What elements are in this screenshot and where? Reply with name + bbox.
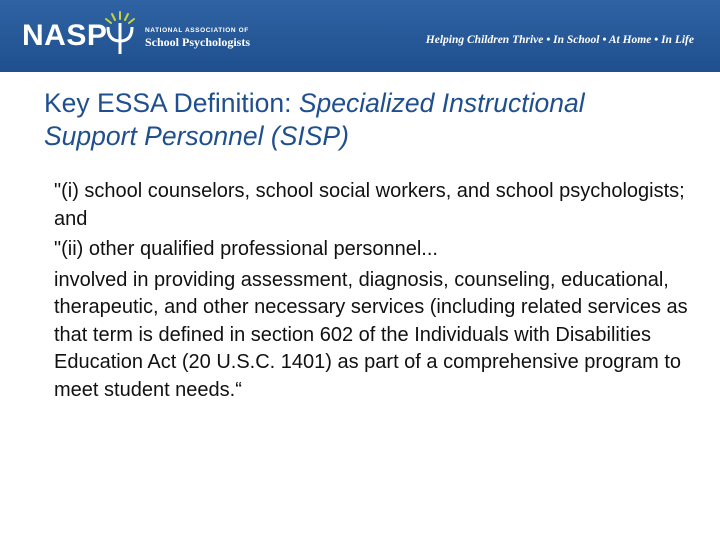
header-banner <box>0 0 720 72</box>
slide-title-plain: Key ESSA Definition: <box>44 88 299 118</box>
slide-body <box>54 178 694 407</box>
org-name-small: NATIONAL ASSOCIATION OF <box>145 27 249 34</box>
tagline: Helping Children Thrive • In School • At Home • In Life <box>425 34 694 46</box>
nasp-logo-text: NASP <box>22 19 108 52</box>
org-name-big: School Psychologists <box>145 35 251 49</box>
slide-title-italic: Specialized Instructional Support Personnel (SISP) <box>44 88 585 151</box>
slide-title <box>44 87 684 153</box>
paragraph-sisp-ii: "(ii) other qualified professional personnel... <box>54 238 438 260</box>
paragraph-sisp-services: involved in providing assessment, diagnosis, counseling, educational, therapeutic, and other necessary services (including related services as that term is defined in section 602 of the Individuals with Disabilities Education Act (20 U.S.C. 1401) as part of a comprehensive program to meet student needs.“ <box>54 268 688 401</box>
paragraph-sisp-i: "(i) school counselors, school social workers, and school psychologists; and <box>54 180 685 230</box>
org-name <box>145 26 250 49</box>
psi-logo-icon <box>103 10 137 58</box>
